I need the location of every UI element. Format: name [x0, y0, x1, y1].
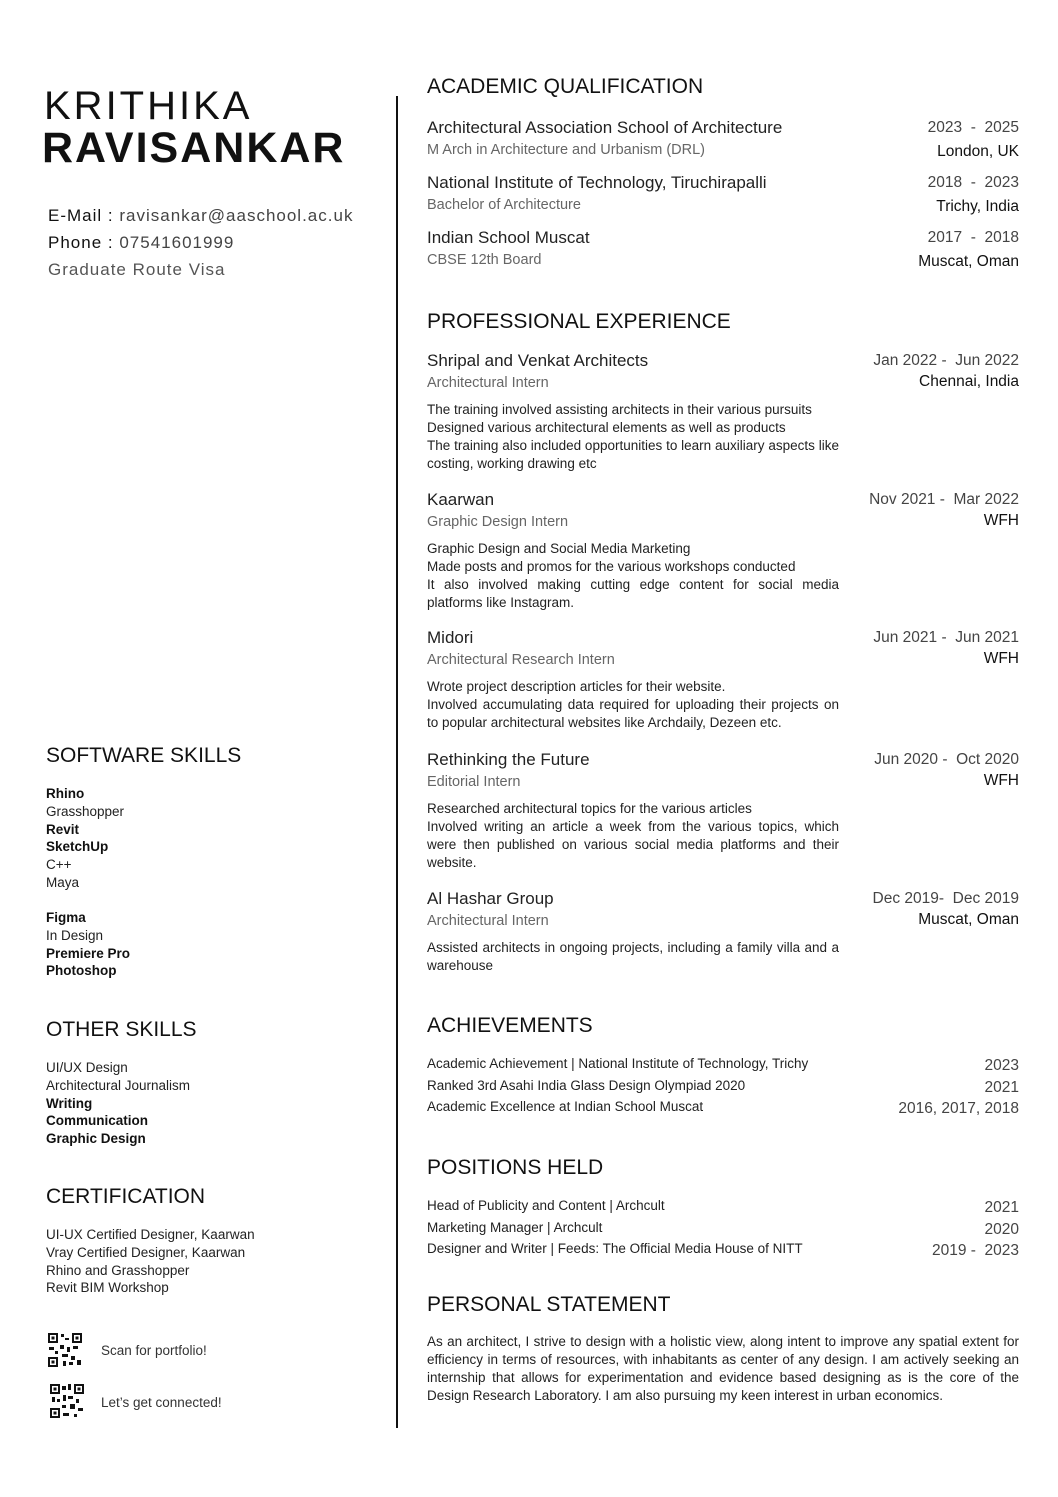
job-description-line: Researched architectural topics for the various articles: [427, 801, 752, 816]
job-dates: Nov 2021 - Mar 2022: [869, 491, 1019, 508]
statement-text: As an architect, I strive to design with a holistic view, along intent to improve any spatial extent for efficiency in terms of resources, with inhabitants as center of any design. I am actively seeking an internship that allows for experimentation and evidence based designing as is the core of the Design Research Laboratory. I am also pursuing my keen interest in urban economics.: [427, 1334, 1019, 1403]
academic-location: Trichy, India: [936, 198, 1019, 215]
job-description: [427, 939, 839, 975]
job-location: Chennai, India: [919, 373, 1019, 390]
position-item-year: 2021: [984, 1199, 1019, 1216]
certification-list: [46, 1226, 255, 1297]
email-line: [48, 205, 353, 227]
school-name: National Institute of Technology, Tiruchirapalli: [427, 173, 767, 192]
academic-location: London, UK: [937, 143, 1019, 160]
degree: M Arch in Architecture and Urbanism (DRL): [427, 142, 706, 158]
position-item-year: 2019 - 2023: [931, 1242, 1019, 1259]
job-description-line: Graphic Design and Social Media Marketing: [427, 541, 691, 556]
degree: Bachelor of Architecture: [427, 197, 581, 213]
connect-qr-code[interactable]: [49, 1383, 85, 1419]
achievement-item: [427, 1096, 1019, 1118]
position-item: [427, 1195, 1019, 1217]
job-description-line: Involved writing an article a week from the various topics, which were then published on various social media platforms and their website.: [427, 819, 839, 870]
column-divider: [396, 96, 398, 1428]
visa-status: Graduate Route Visa: [48, 260, 226, 279]
job-dates: Jan 2022 - Jun 2022: [873, 352, 1019, 369]
company-name: Kaarwan: [427, 490, 495, 509]
certification-item: UI-UX Certified Designer, Kaarwan: [46, 1227, 255, 1242]
other-skills-heading: OTHER SKILLS: [46, 1018, 197, 1041]
job-description-line: Designed various architectural elements as well as products: [427, 420, 786, 435]
experience-entry: [427, 888, 1019, 975]
achievement-item-year: 2021: [984, 1078, 1019, 1096]
job-description: [427, 540, 839, 612]
job-description: [427, 678, 839, 732]
job-role: Architectural Intern: [427, 375, 549, 391]
software-skills-list-1: [46, 785, 124, 892]
certification-heading: CERTIFICATION: [46, 1185, 206, 1208]
company-name: Shripal and Venkat Architects: [427, 351, 649, 370]
job-role: Editorial Intern: [427, 774, 521, 790]
job-description-line: Involved accumulating data required for uploading their projects on to popular architectural websites like Archdaily, Dezeen etc.: [427, 697, 839, 730]
academic-heading: ACADEMIC QUALIFICATION: [427, 75, 704, 98]
experience-entry: [427, 627, 1019, 732]
academic-years: 2018 - 2023: [927, 174, 1019, 191]
last-name: RAVISANKAR: [42, 124, 346, 172]
certification-item: Vray Certified Designer, Kaarwan: [46, 1244, 246, 1260]
phone-line: [48, 232, 234, 254]
position-item: [427, 1217, 1019, 1239]
other-skill-item: Communication: [46, 1113, 149, 1129]
positions-list: [427, 1195, 1019, 1260]
other-skill-item: UI/UX Design: [46, 1060, 128, 1075]
position-item-text: Designer and Writer | Feeds: The Official Media House of NITT: [427, 1241, 803, 1256]
academic-entry: [427, 172, 1019, 214]
software-skill-item: Photoshop: [46, 963, 117, 979]
connect-qr-label: Let’s get connected!: [101, 1395, 222, 1410]
job-location: Muscat, Oman: [918, 911, 1019, 928]
certification-item: Rhino and Grasshopper: [46, 1262, 190, 1278]
achievement-item-text: Academic Excellence at Indian School Muscat: [427, 1099, 704, 1114]
job-description: [427, 401, 839, 473]
software-skill-item: Maya: [46, 874, 80, 890]
job-role: Architectural Intern: [427, 913, 549, 929]
achievement-item: [427, 1075, 1019, 1097]
academic-entry: [427, 227, 1019, 269]
achievement-item-text: Ranked 3rd Asahi India Glass Design Olympiad 2020: [427, 1077, 746, 1093]
software-skill-item: C++: [46, 857, 72, 873]
school-name: Indian School Muscat: [427, 228, 590, 247]
job-location: WFH: [983, 650, 1019, 667]
company-name: Al Hashar Group: [427, 889, 554, 908]
portfolio-qr-label: Scan for portfolio!: [101, 1343, 207, 1358]
achievement-item: [427, 1053, 1019, 1075]
job-description-line: Made posts and promos for the various workshops conducted: [427, 559, 796, 574]
experience-entry: [427, 350, 1019, 473]
experience-heading: PROFESSIONAL EXPERIENCE: [427, 310, 731, 333]
software-skill-item: Revit: [46, 821, 80, 837]
other-skill-item: Graphic Design: [46, 1131, 146, 1147]
portfolio-qr-code[interactable]: [47, 1332, 83, 1368]
job-role: Architectural Research Intern: [427, 652, 615, 668]
email-label: E-Mail :: [48, 206, 114, 225]
other-skills-list: [46, 1059, 190, 1148]
job-description-line: The training also included opportunities to learn auxiliary aspects like costing, working drawing etc: [427, 438, 839, 471]
achievements-heading: ACHIEVEMENTS: [427, 1014, 593, 1037]
other-skill-item: Architectural Journalism: [46, 1077, 191, 1093]
academic-entry: [427, 117, 1019, 159]
job-description: [427, 800, 839, 872]
experience-entry: [427, 489, 1019, 612]
position-item-text: Head of Publicity and Content | Archcult: [427, 1198, 665, 1213]
job-dates: Jun 2020 - Oct 2020: [874, 751, 1019, 768]
positions-heading: POSITIONS HELD: [427, 1156, 604, 1179]
software-skills-list-2: [46, 909, 130, 980]
software-skill-item: Grasshopper: [46, 803, 125, 819]
software-skill-item: Rhino: [46, 786, 85, 801]
software-skill-item: Figma: [46, 910, 86, 925]
position-item-year: 2020: [984, 1220, 1019, 1238]
job-dates: Jun 2021 - Jun 2021: [873, 629, 1019, 646]
degree: CBSE 12th Board: [427, 252, 542, 268]
experience-entry: [427, 749, 1019, 872]
position-item: [427, 1238, 1019, 1260]
job-role: Graphic Design Intern: [427, 514, 569, 530]
phone-value[interactable]: 07541601999: [119, 233, 235, 252]
software-skill-item: Premiere Pro: [46, 945, 131, 961]
job-description-line: Wrote project description articles for their website.: [427, 679, 726, 694]
job-description-line: It also involved making cutting edge content for social media platforms like Instagram.: [427, 577, 839, 610]
job-description-line: Assisted architects in ongoing projects, including a family villa and a warehouse: [427, 940, 839, 973]
other-skill-item: Writing: [46, 1095, 93, 1111]
achievement-item-text: Academic Achievement | National Institute of Technology, Trichy: [427, 1056, 809, 1071]
software-skills-heading: SOFTWARE SKILLS: [46, 744, 242, 767]
job-location: WFH: [983, 512, 1019, 529]
first-name: KRITHIKA: [44, 84, 253, 128]
position-item-text: Marketing Manager | Archcult: [427, 1219, 603, 1235]
job-description-line: The training involved assisting architects in their various pursuits: [427, 402, 812, 417]
software-skill-item: In Design: [46, 927, 104, 943]
software-skill-item: SketchUp: [46, 839, 109, 855]
company-name: Rethinking the Future: [427, 750, 590, 769]
school-name: Architectural Association School of Architecture: [427, 118, 783, 137]
job-location: WFH: [983, 772, 1019, 789]
phone-label: Phone :: [48, 233, 114, 252]
academic-years: 2017 - 2018: [927, 229, 1019, 246]
achievement-item-year: 2023: [984, 1057, 1019, 1074]
company-name: Midori: [427, 628, 474, 647]
statement-heading: PERSONAL STATEMENT: [427, 1293, 671, 1316]
job-dates: Dec 2019- Dec 2019: [872, 890, 1019, 907]
achievements-list: [427, 1053, 1019, 1118]
email-value[interactable]: ravisankar@aaschool.ac.uk: [119, 206, 354, 225]
academic-years: 2023 - 2025: [927, 119, 1019, 136]
achievement-item-year: 2016, 2017, 2018: [898, 1100, 1019, 1117]
academic-location: Muscat, Oman: [918, 253, 1019, 270]
certification-item: Revit BIM Workshop: [46, 1280, 169, 1296]
